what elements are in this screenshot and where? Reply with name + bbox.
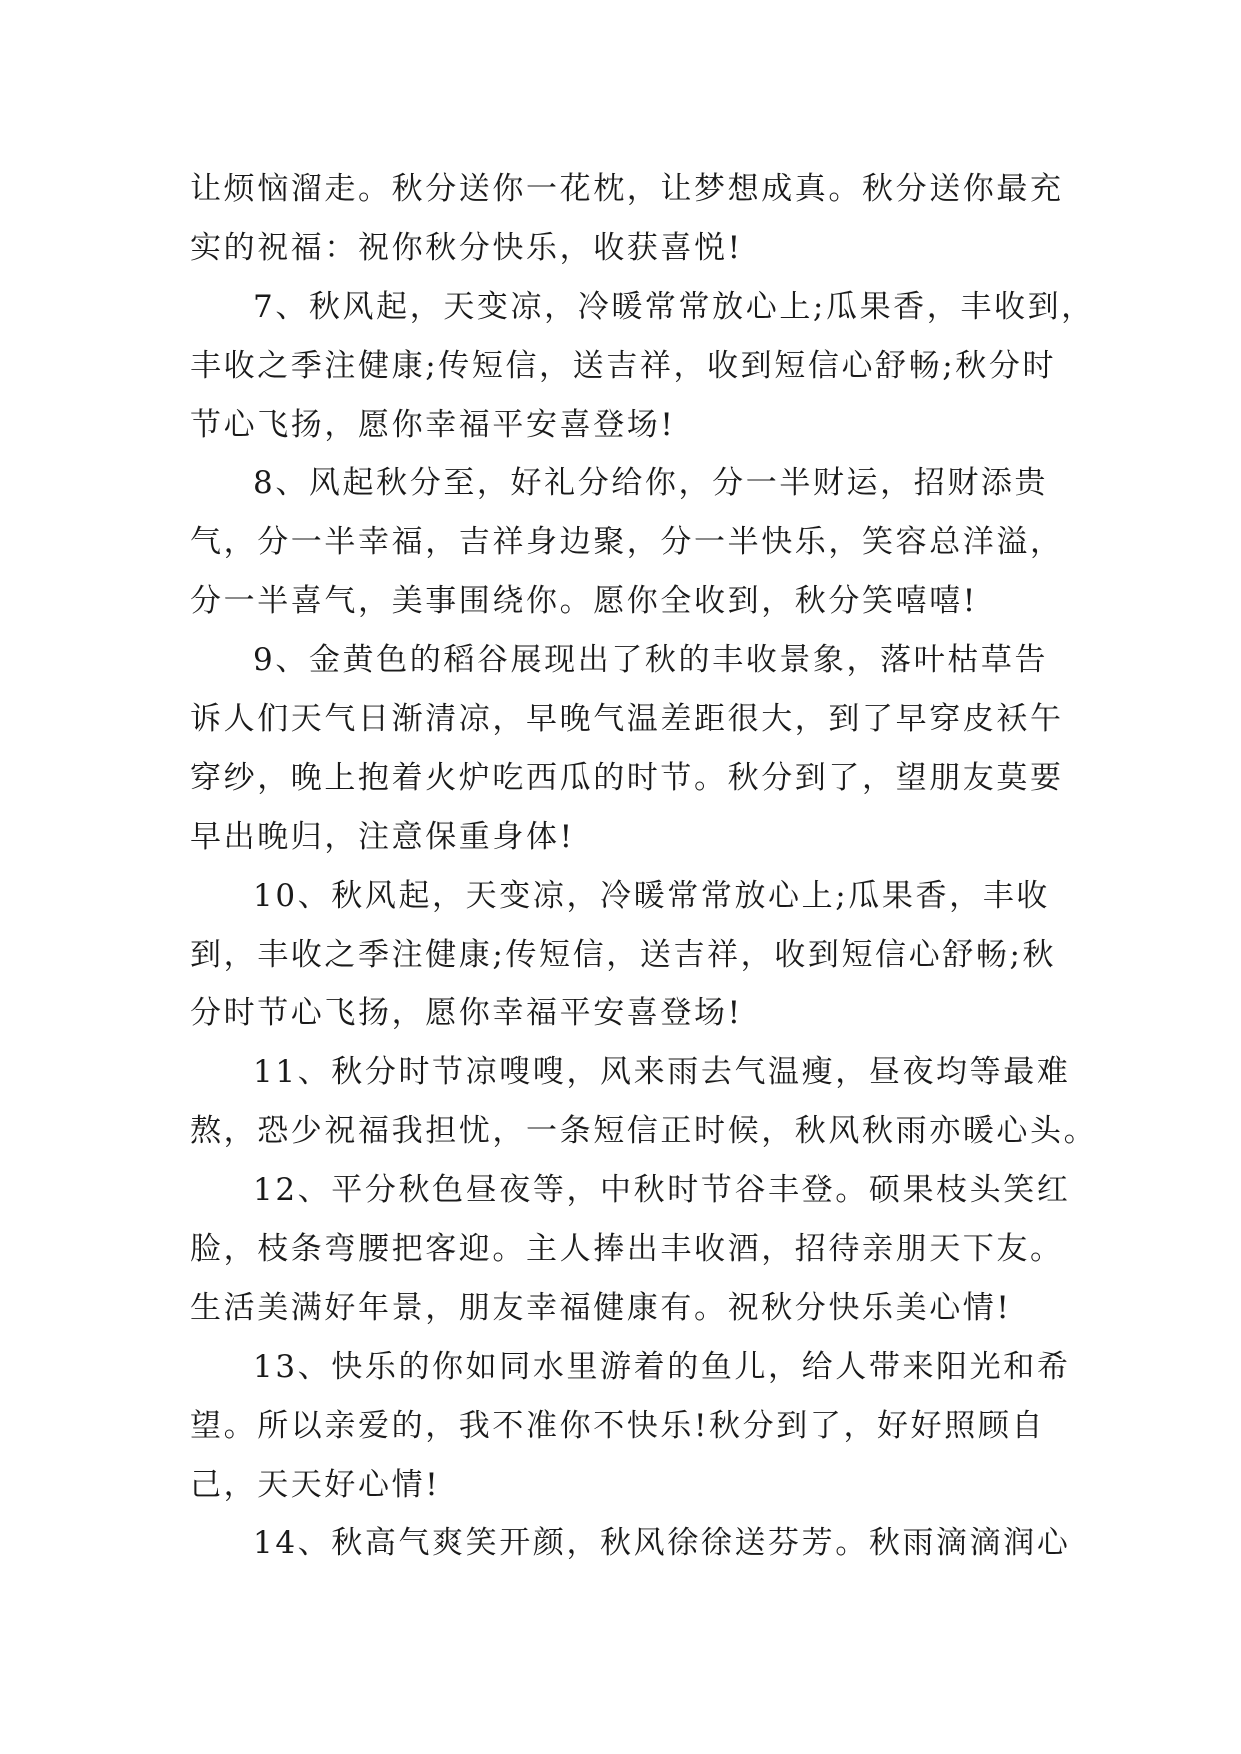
text-line: 实的祝福：祝你秋分快乐，收获喜悦!: [190, 229, 743, 266]
text-line: 7、秋风起，天变凉，冷暖常常放心上;瓜果香，丰收到，: [253, 288, 1095, 325]
text-line: 熬，恐少祝福我担忧，一条短信正时候，秋风秋雨亦暖心头。: [190, 1113, 1098, 1150]
text-line: 诉人们天气日渐清凉，早晚气温差距很大，到了早穿皮袄午: [190, 701, 1064, 738]
text-line: 分一半喜气，美事围绕你。愿你全收到，秋分笑嘻嘻!: [190, 583, 978, 620]
text-line: 穿纱，晚上抱着火炉吃西瓜的时节。秋分到了，望朋友莫要: [190, 759, 1064, 796]
text-line: 气，分一半幸福，吉祥身边聚，分一半快乐，笑容总洋溢，: [190, 524, 1064, 561]
text-line: 10、秋风起，天变凉，冷暖常常放心上;瓜果香，丰收: [253, 877, 1050, 914]
text-line: 分时节心飞扬，愿你幸福平安喜登场!: [190, 995, 743, 1032]
text-line: 让烦恼溜走。秋分送你一花枕，让梦想成真。秋分送你最充: [190, 171, 1064, 207]
text-line: 望。所以亲爱的，我不准你不快乐!秋分到了，好好照顾自: [190, 1407, 1046, 1444]
text-line: 13、快乐的你如同水里游着的鱼儿，给人带来阳光和希: [253, 1348, 1071, 1385]
text-line: 8、风起秋分至，好礼分给你，分一半财运，招财添贵: [253, 465, 1049, 502]
text-line: 11、秋分时节凉嗖嗖，风来雨去气温瘦，昼夜均等最难: [253, 1054, 1071, 1091]
text-line: 到，丰收之季注健康;传短信，送吉祥，收到短信心舒畅;秋: [190, 936, 1057, 973]
text-line: 节心飞扬，愿你幸福平安喜登场!: [190, 406, 676, 443]
text-line: 己，天天好心情!: [190, 1466, 441, 1503]
text-line: 脸，枝条弯腰把客迎。主人捧出丰收酒，招待亲朋天下友。: [190, 1231, 1064, 1268]
body-text: [190, 160, 1098, 1573]
text-line: 12、平分秋色昼夜等，中秋时节谷丰登。硕果枝头笑红: [253, 1172, 1071, 1209]
text-line: 9、金黄色的稻谷展现出了秋的丰收景象，落叶枯草告: [253, 642, 1049, 679]
text-line: 早出晚归，注意保重身体!: [190, 818, 575, 855]
text-line: 生活美满好年景，朋友幸福健康有。祝秋分快乐美心情!: [190, 1289, 1012, 1326]
text-line: 丰收之季注健康;传短信，送吉祥，收到短信心舒畅;秋分时: [190, 347, 1057, 384]
text-line: 14、秋高气爽笑开颜，秋风徐徐送芬芳。秋雨滴滴润心: [253, 1525, 1071, 1562]
